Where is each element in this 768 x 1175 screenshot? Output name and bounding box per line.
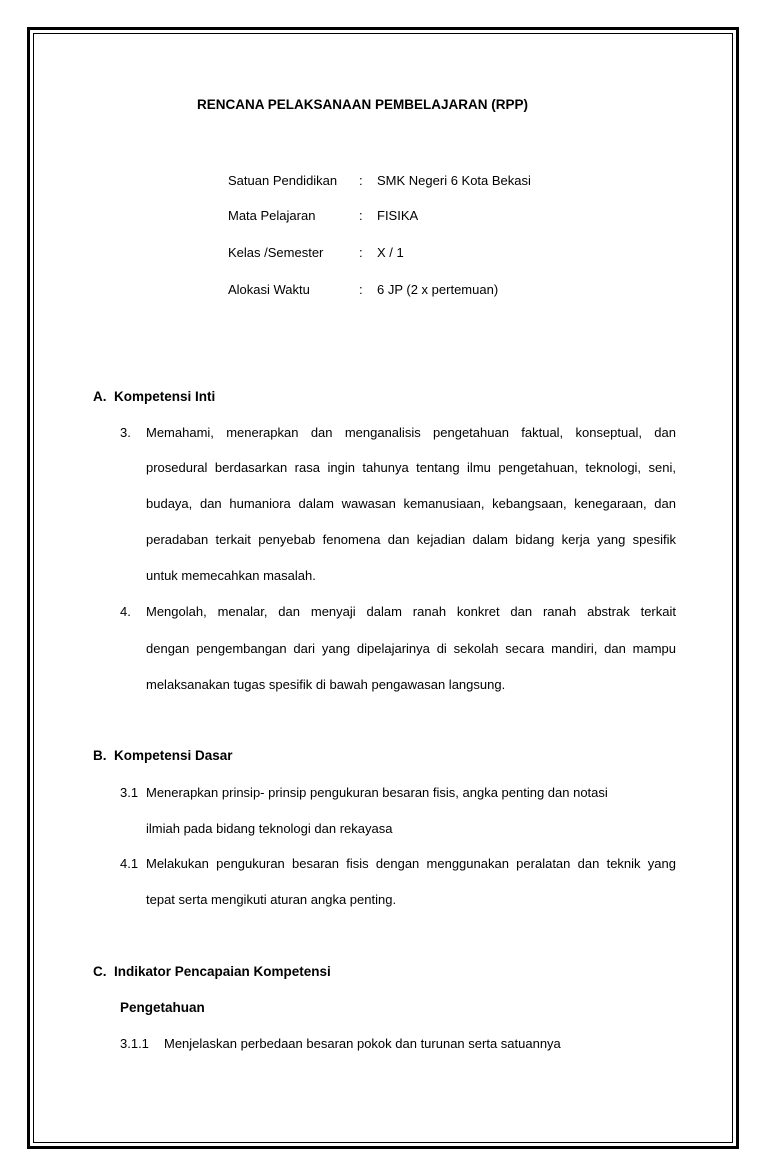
list-item-line: prosedural berdasarkan rasa ingin tahunya tentang ilmu pengetahuan, teknologi, seni, [146, 460, 676, 475]
section-c-heading: C. Indikator Pencapaian Kompetensi [93, 964, 331, 979]
list-item-line: Memahami, menerapkan dan menganalisis pengetahuan faktual, konseptual, dan [146, 425, 676, 440]
identity-separator: : [359, 282, 363, 297]
list-item-line: Menjelaskan perbedaan besaran pokok dan turunan serta satuannya [164, 1036, 561, 1051]
document-title: RENCANA PELAKSANAAN PEMBELAJARAN (RPP) [197, 97, 529, 112]
list-item-line: peradaban terkait penyebab fenomena dan kejadian dalam bidang kerja yang spesifik [146, 532, 676, 547]
identity-label: Satuan Pendidikan [228, 173, 338, 188]
list-number: 4.1 [120, 856, 139, 871]
list-number: 3. [120, 425, 131, 440]
identity-label: Kelas /Semester [228, 245, 324, 260]
identity-separator: : [359, 173, 363, 188]
identity-value: X / 1 [377, 245, 404, 260]
section-b-heading: B. Kompetensi Dasar [93, 748, 233, 763]
list-number: 3.1 [120, 785, 139, 800]
identity-separator: : [359, 245, 363, 260]
identity-value: SMK Negeri 6 Kota Bekasi [377, 173, 531, 188]
section-c-subheading: Pengetahuan [120, 1000, 205, 1015]
list-item-line: ilmiah pada bidang teknologi dan rekayasa [146, 821, 393, 836]
section-a-heading: A. Kompetensi Inti [93, 389, 216, 404]
identity-value: 6 JP (2 x pertemuan) [377, 282, 499, 297]
list-item-line: Menerapkan prinsip- prinsip pengukuran besaran fisis, angka penting dan notasi [146, 785, 608, 800]
identity-separator: : [359, 208, 363, 223]
list-item-line: budaya, dan humaniora dalam wawasan kemanusiaan, kebangsaan, kenegaraan, dan [146, 496, 676, 511]
list-item-line: tepat serta mengikuti aturan angka penting. [146, 892, 397, 907]
list-number: 4. [120, 604, 131, 619]
list-number: 3.1.1 [120, 1036, 149, 1051]
list-item-line: Mengolah, menalar, dan menyaji dalam ranah konkret dan ranah abstrak terkait [146, 604, 676, 619]
identity-label: Alokasi Waktu [228, 282, 310, 297]
identity-label: Mata Pelajaran [228, 208, 316, 223]
list-item-line: untuk memecahkan masalah. [146, 568, 316, 583]
list-item-line: Melakukan pengukuran besaran fisis dengan menggunakan peralatan dan teknik yang [146, 856, 676, 871]
list-item-line: melaksanakan tugas spesifik di bawah pengawasan langsung. [146, 677, 506, 692]
list-item-line: dengan pengembangan dari yang dipelajarinya di sekolah secara mandiri, dan mampu [146, 641, 676, 656]
identity-value: FISIKA [377, 208, 419, 223]
